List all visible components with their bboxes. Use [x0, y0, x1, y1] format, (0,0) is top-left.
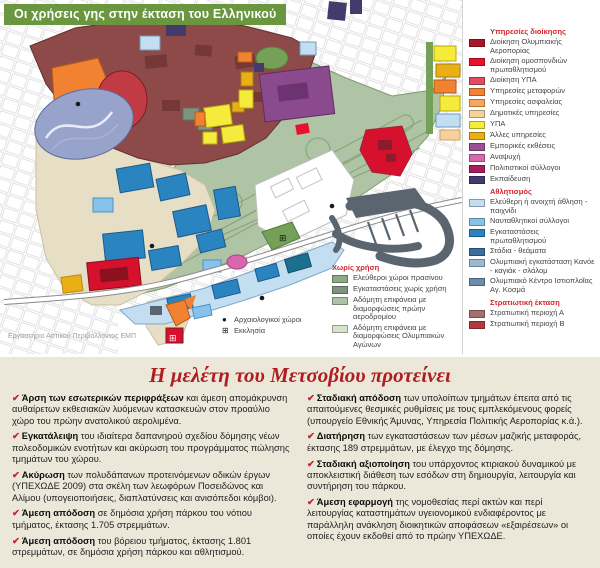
map-title-banner: Οι χρήσεις γης στην έκταση του Ελληνικού: [4, 4, 286, 25]
legend-label: Διοίκηση ΥΠΑ: [490, 75, 537, 85]
legend-swatch: [469, 199, 485, 207]
legend-swatch: [469, 132, 485, 140]
proposal-item-lead: Άμεση εφαρμογή: [316, 497, 393, 508]
marker-legend-item: [222, 315, 302, 324]
legend-item: [469, 217, 597, 226]
legend-item: [332, 285, 460, 294]
legend-item: [469, 131, 597, 140]
proposal-item-lead: Διατήρηση: [316, 431, 366, 442]
legend-group-header: Αθλητισμός: [490, 187, 532, 197]
legend-item: [469, 228, 597, 245]
legend-label: Αναψυχή: [490, 152, 521, 162]
legend-label: Στρατιωτική περιοχή Α: [490, 307, 565, 317]
checkmark-icon: ✔: [307, 497, 315, 508]
legend-swatch: [469, 39, 485, 47]
proposal-item: ✔ Άμεση εφαρμογή της νομοθεσίας περί ακτών και περί λειτουργίας καταστημάτων υγειονομικού ενδιαφέροντος με παράλληλη ανάκληση διοικητικών αποφάσεων «εξαιρέσεων» οι οποίες έχουν εκδοθεί από το πρώην ΥΠΕΧΩΔΕ.: [307, 497, 569, 542]
inmap-legend-header: Χωρίς χρήση: [332, 263, 380, 272]
proposal-item: ✔ Άμεση απόδοση του βόρειου τμήματος, έκτασης 1.801 στρεμμάτων, σε δημόσια χρήση πάρκου και αθλητισμού.: [12, 535, 252, 557]
checkmark-icon: ✔: [307, 431, 315, 442]
proposal-item: ✔ Σταδιακή αξιοποίηση του υπάρχοντος κτιριακού δυναμικού με αποκλειστική διάθεση των εσόδων στη δημιουργία, λειτουργία και συντήρηση του πάρκου.: [307, 458, 577, 492]
legend-label: Εγκαταστάσεις χωρίς χρήση: [353, 284, 447, 293]
marker-legend: [222, 315, 302, 337]
proposal-item-lead: Άμεση απόδοση: [21, 535, 96, 546]
legend-item: [469, 120, 597, 129]
legend-group-header: Στρατιωτική έκταση: [490, 297, 560, 307]
legend-label: Ολυμπιακή εγκατάσταση Κανόε - καγιάκ - σλάλομ: [490, 257, 595, 275]
legend-label: Άλλες υπηρεσίες: [490, 130, 546, 140]
legend-label: Ελεύθερη ή ανοιχτή άθληση - παιχνίδι: [490, 197, 588, 215]
legend-item: [469, 98, 597, 107]
map-credit: Εργαστήριο Αστικού Περιβάλλοντος ΕΜΠ: [8, 333, 137, 340]
legend-swatch: [469, 88, 485, 96]
legend-panel: [462, 0, 600, 354]
legend-swatch: [469, 110, 485, 118]
legend-swatch: [469, 218, 485, 226]
checkmark-icon: ✔: [12, 508, 20, 519]
legend-swatch: [469, 259, 485, 267]
legend-group-header: Υπηρεσίες διοίκησης: [490, 27, 566, 36]
legend-label: Ελεύθεροι χώροι πρασίνου: [353, 273, 443, 282]
proposal-item: ✔ Ακύρωση των πολυδάπανων προτεινόμενων οδικών έργων (ΥΠΕΧΩΔΕ 2009) στα σκέλη των λεωφόρων Ποσειδώνος και Αλίμου (υπογειοποιήσεις, διαπλατύνσεις και ανισόπεδοι κόμβοι).: [12, 469, 277, 503]
legend-label: Δημοτικές υπηρεσίες: [490, 108, 560, 118]
legend-item: [469, 320, 597, 329]
legend-swatch: [332, 275, 348, 283]
proposal-item: ✔ Άρση των εσωτερικών περιφράξεων και άμεση απομάκρυνση αυθαίρετων εκθεσιακών λυόμενων κατασκευών στον προαύλιο χώρο του πρώην ανατολικού αερολιμένα.: [12, 393, 288, 426]
legend-swatch: [469, 154, 485, 162]
legend-item: [469, 57, 597, 74]
proposal-title: Η μελέτη του Μετσοβίου προτείνει: [149, 363, 451, 387]
legend-item: [332, 274, 460, 283]
legend-item: [469, 109, 597, 118]
legend-item: [469, 309, 597, 318]
legend-item: [469, 153, 597, 162]
legend-label: Εγκαταστάσεις πρωταθλητισμού: [490, 227, 547, 245]
legend-label: Ολυμπιακό Κέντρο Ιστιοπλοΐας Αγ. Κοσμά: [490, 276, 593, 295]
checkmark-icon: ✔: [12, 431, 20, 442]
marker-label: Εκκλησία: [234, 326, 266, 335]
legend-label: Στρατιωτική περιοχή Β: [490, 318, 565, 328]
legend-label: Διοίκηση Ολυμπιακής Αεροπορίας: [490, 37, 562, 55]
marker-label: Αρχαιολογικοί χώροι: [234, 315, 302, 324]
legend-swatch: [469, 310, 485, 318]
proposal-item-lead: Σταδιακή απόδοση: [316, 393, 402, 403]
svg-text:⊞: ⊞: [169, 334, 177, 344]
legend-swatch: [469, 77, 485, 85]
legend-item: [469, 38, 597, 55]
proposal-item-lead: Άρση των εσωτερικών περιφράξεων: [21, 393, 184, 403]
legend-label: Εκπαίδευση: [490, 174, 531, 184]
checkmark-icon: ✔: [307, 458, 315, 469]
legend-swatch: [469, 321, 485, 329]
legend-item: [469, 247, 597, 256]
legend-swatch: [332, 297, 348, 305]
proposal-item-lead: Άμεση απόδοση: [21, 508, 96, 519]
legend-label: Αδόμητη επιφάνεια με διαμορφώσεις Ολυμπιακών Αγώνων: [353, 322, 445, 349]
checkmark-icon: ✔: [307, 393, 315, 403]
map-parcel: [140, 36, 160, 50]
legend-swatch: [469, 176, 485, 184]
proposal-section: [0, 357, 600, 568]
legend-swatch: [332, 286, 348, 294]
legend-swatch: [469, 143, 485, 151]
legend-label: ΥΠΑ: [490, 119, 506, 129]
legend-swatch: [469, 121, 485, 129]
legend-item: [469, 142, 597, 151]
east-edge-parcels: [426, 42, 460, 140]
proposal-item: ✔ Σταδιακή απόδοση των υπολοίπων τμημάτων έπειτα από τις απαιτούμενες θεσμικές ρυθμίσεις με τους εμπλεκόμενους φορείς (υπουργείο Εθνικής Άμυνας, Υπηρεσία Πολιτικής Αεροπορίας κ.ά.).: [307, 393, 583, 426]
coast-parcel-gold: [61, 275, 83, 294]
legend-label: Εμπορικές εκθέσεις: [490, 141, 556, 151]
legend-swatch: [332, 325, 348, 333]
legend-item: [332, 296, 460, 322]
legend-swatch: [469, 165, 485, 173]
legend-label: Υπηρεσίες μεταφορών: [490, 86, 566, 96]
marker-legend-item: [222, 326, 302, 335]
proposal-item: ✔ Άμεση απόδοση σε δημόσια χρήση πάρκου του νότιου τμήματος, έκτασης 1.705 στρεμμάτων.: [12, 508, 252, 530]
proposal-item-lead: Ακύρωση: [21, 469, 65, 480]
proposal-items: [12, 393, 588, 558]
legend-item: [469, 175, 597, 184]
legend-swatch: [469, 58, 485, 66]
legend-label: Στάδια - θεάματα: [490, 246, 547, 256]
checkmark-icon: ✔: [12, 469, 20, 480]
proposal-item: ✔ Εγκατάλειψη του ιδιαίτερα δαπανηρού σχεδίου δόμησης νέων πολεοδομικών ενοτήτων και ακύρωση του προγράμματος πώλησης τμημάτων του χώρου.: [12, 431, 290, 465]
legend-label: Πολιτιστικοί σύλλογοι: [490, 163, 561, 173]
legend-swatch: [469, 99, 485, 107]
proposal-item-lead: Εγκατάλειψη: [21, 431, 79, 442]
svg-text:⊞: ⊞: [279, 234, 287, 244]
legend-label: Υπηρεσίες ασφαλείας: [490, 97, 563, 107]
archaeology-dot-icon: ●: [222, 315, 227, 324]
legend-item: [469, 164, 597, 173]
legend-label: Αδόμητη επιφάνεια με διαμορφώσεις πρώην αεροδρομίου: [353, 295, 427, 322]
legend-label: Διοίκηση ομοσπονδιών πρωταθλητισμού: [490, 56, 568, 74]
inmap-legend-no-use: [332, 260, 460, 351]
checkmark-icon: ✔: [12, 393, 20, 403]
legend-label: Ναυταθλητικοί σύλλογοι: [490, 216, 570, 226]
legend-item: [469, 258, 597, 275]
legend-item: [469, 198, 597, 215]
legend-swatch: [469, 229, 485, 237]
legend-swatch: [469, 278, 485, 286]
legend-item: [469, 277, 597, 294]
legend-item: [469, 76, 597, 85]
checkmark-icon: ✔: [12, 535, 20, 546]
legend-item: [469, 87, 597, 96]
church-icon: ⊞: [222, 326, 229, 335]
legend-item: [332, 324, 460, 350]
proposal-item-lead: Σταδιακή αξιοποίηση: [316, 458, 410, 469]
stadium: [87, 257, 142, 290]
proposal-item: ✔ Διατήρηση των εγκαταστάσεων των μέσων μαζικής μεταφοράς, έκτασης 189 στρεμμάτων, με έλεγχο της δόμησης.: [307, 431, 582, 453]
legend-swatch: [469, 248, 485, 256]
